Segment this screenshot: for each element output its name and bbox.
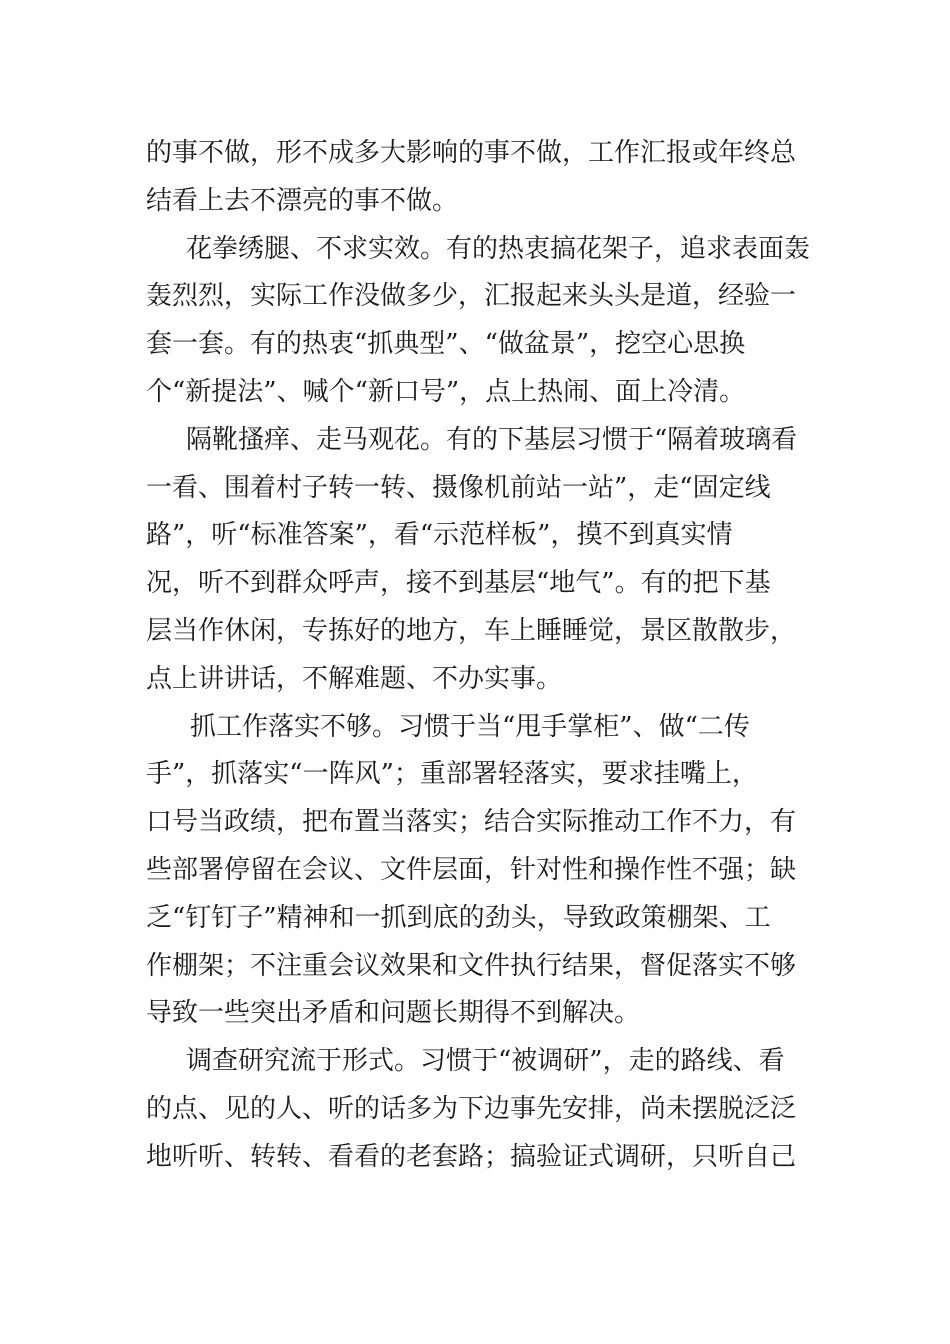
- paragraph-heading-line: 调查研究流于形式。习惯于“被调研”，走的路线、看: [186, 1046, 785, 1077]
- text-line: 的点、见的人、听的话多为下边事先安排，尚未摆脱泛泛: [146, 1093, 797, 1124]
- text-line: 个“新提法”、喊个“新口号”，点上热闹、面上冷清。: [146, 376, 746, 407]
- text-line: 况，听不到群众呼声，接不到基层“地气”。有的把下基: [146, 568, 771, 599]
- text-line: 地听听、转转、看看的老套路；搞验证式调研，只听自己: [146, 1141, 797, 1172]
- text-line: 乏“钉钉子”精神和一抓到底的劲头，导致政策棚架、工: [146, 902, 771, 933]
- text-line: 结看上去不漂亮的事不做。: [146, 185, 459, 216]
- text-line: 一看、围着村子转一转、摄像机前站一站”，走“固定线: [146, 472, 771, 503]
- text-line: 的事不做，形不成多大影响的事不做，工作汇报或年终总: [146, 138, 797, 168]
- text-line: 轰烈烈，实际工作没做多少，汇报起来头头是道，经验一: [146, 281, 797, 312]
- paragraph-heading-line: 花拳绣腿、不求实效。有的热衷搞花架子，追求表面轰: [186, 233, 811, 264]
- text-line: 作棚架；不注重会议效果和文件执行结果，督促落实不够: [146, 950, 797, 981]
- text-line: 口号当政绩，把布置当落实；结合实际推动工作不力，有: [146, 807, 797, 838]
- document-body: [146, 130, 811, 1182]
- text-line: 路”，听“标准答案”，看“示范样板”，摸不到真实情: [146, 520, 733, 551]
- text-line: 导致一些突出矛盾和问题长期得不到解决。: [146, 998, 641, 1029]
- paragraph-heading-line: 隔靴搔痒、走马观花。有的下基层习惯于“隔着玻璃看: [186, 424, 798, 455]
- text-line: 点上讲讲话，不解难题、不办实事。: [146, 663, 563, 694]
- text-line: 手”，抓落实“一阵风”；重部署轻落实，要求挂嘴上，: [146, 759, 758, 790]
- text-line: 层当作休闲，专拣好的地方，车上睡睡觉，景区散散步，: [146, 615, 797, 646]
- text-line: 些部署停留在会议、文件层面，针对性和操作性不强；缺: [146, 854, 797, 885]
- paragraph-heading-line: 抓工作落实不够。习惯于当“甩手掌柜”、做“二传: [190, 711, 750, 742]
- text-line: 套一套。有的热衷“抓典型”、“做盆景”，挖空心思换: [146, 329, 746, 360]
